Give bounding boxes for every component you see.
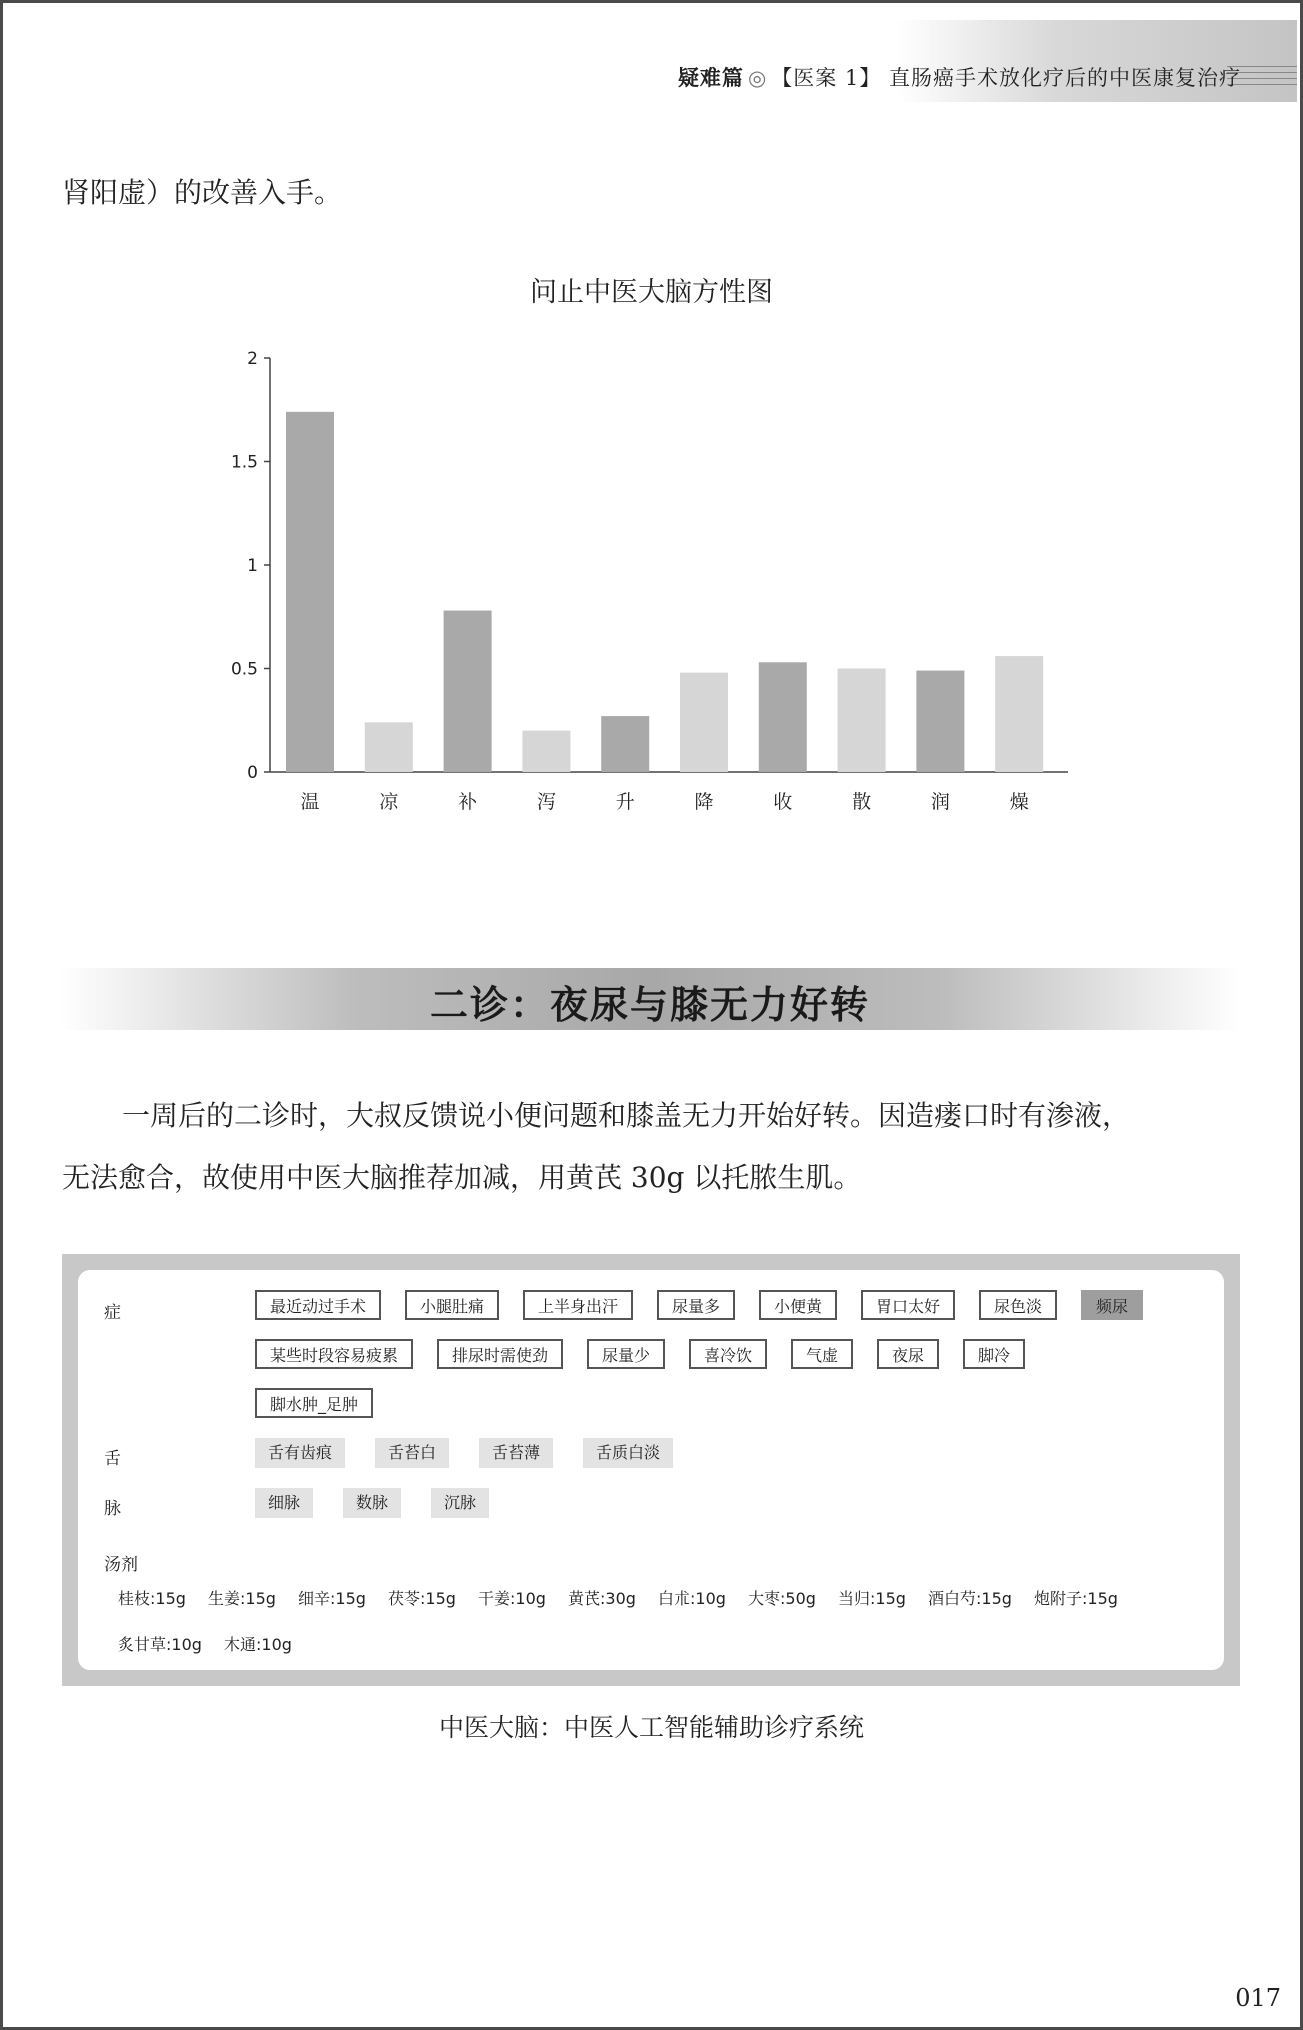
symptom-tag[interactable]: 夜尿 (877, 1339, 939, 1369)
header-symbol: ◎ (747, 66, 768, 90)
symptom-tag[interactable]: 尿量少 (587, 1339, 665, 1369)
herb-item: 茯苓:15g (388, 1589, 456, 1608)
herb-item: 细辛:15g (298, 1589, 366, 1608)
header-case: 【医案 1】 (771, 66, 882, 90)
x-tick-label: 燥 (1009, 791, 1029, 813)
x-tick-label: 凉 (379, 791, 399, 813)
header-title: 直肠癌手术放化疗后的中医康复治疗 (889, 66, 1241, 90)
symptom-tag[interactable]: 气虚 (791, 1339, 853, 1369)
chart-title: 问止中医大脑方性图 (530, 277, 773, 308)
bar-9 (916, 671, 964, 772)
paragraph-2: 无法愈合，故使用中医大脑推荐加减，用黄芪 30g 以托脓生肌。 (62, 1161, 862, 1194)
intro-text: 肾阳虚）的改善入手。 (62, 176, 343, 209)
x-tick-label: 润 (930, 791, 950, 813)
symptom-tag[interactable]: 脚水肿_足肿 (255, 1388, 373, 1418)
section-title: 二诊：夜尿与膝无力好转 (429, 983, 870, 1027)
pulse-tag[interactable]: 细脉 (255, 1488, 313, 1518)
header-section: 疑难篇 (677, 66, 744, 90)
x-tick-label: 泻 (536, 791, 556, 813)
bar-4 (522, 731, 570, 772)
symptom-tag[interactable]: 尿色淡 (979, 1290, 1057, 1320)
symptom-tag[interactable]: 尿量多 (657, 1290, 735, 1320)
symptom-tag[interactable]: 上半身出汗 (523, 1290, 633, 1320)
bar-7 (759, 662, 807, 772)
herb-item: 木通:10g (224, 1635, 292, 1654)
y-tick-label: 0 (247, 763, 258, 783)
tongue-tag[interactable]: 舌苔白 (375, 1438, 449, 1468)
herb-item: 白朮:10g (658, 1589, 726, 1608)
formula-label: 汤剂 (104, 1555, 138, 1575)
symptom-label: 症 (104, 1303, 121, 1323)
symptom-tag[interactable]: 频尿 (1081, 1290, 1143, 1320)
herb-item: 桂枝:15g (118, 1589, 186, 1608)
bar-6 (680, 673, 728, 772)
paragraph-1: 一周后的二诊时，大叔反馈说小便问题和膝盖无力开始好转。因造瘘口时有渗液， (122, 1099, 1131, 1132)
diagnosis-panel-inner (78, 1270, 1224, 1670)
tongue-tag[interactable]: 舌苔薄 (479, 1438, 553, 1468)
symptom-tag[interactable]: 胃口太好 (861, 1290, 955, 1320)
herb-item: 酒白芍:15g (928, 1589, 1012, 1608)
x-tick-label: 降 (694, 791, 714, 813)
bar-2 (365, 722, 413, 772)
x-tick-label: 补 (458, 791, 478, 813)
symptom-tag[interactable]: 脚冷 (963, 1339, 1025, 1369)
bar-8 (838, 669, 886, 773)
symptom-tag[interactable]: 最近动过手术 (255, 1290, 381, 1320)
page-number: 017 (1235, 1984, 1281, 2012)
tongue-label: 舌 (104, 1449, 121, 1469)
herb-item: 炙甘草:10g (118, 1635, 202, 1654)
y-tick-label: 1.5 (230, 452, 258, 473)
bar-chart (200, 330, 1100, 830)
tongue-tag[interactable]: 舌有齿痕 (255, 1438, 345, 1468)
figure-caption: 中医大脑：中医人工智能辅助诊疗系统 (438, 1713, 864, 1742)
herb-item: 炮附子:15g (1034, 1589, 1118, 1608)
herb-item: 干姜:10g (478, 1589, 546, 1608)
pulse-tag[interactable]: 沉脉 (431, 1488, 489, 1518)
herb-item: 生姜:15g (208, 1589, 276, 1608)
bar-10 (995, 656, 1043, 772)
bar-5 (601, 716, 649, 772)
herb-item: 大枣:50g (748, 1589, 816, 1608)
running-header (0, 20, 1303, 102)
diagnosis-panel (62, 1254, 1240, 1686)
symptom-tag[interactable]: 某些时段容易疲累 (255, 1339, 413, 1369)
symptom-tag[interactable]: 小腿肚痛 (405, 1290, 499, 1320)
x-tick-label: 升 (615, 791, 635, 813)
x-tick-label: 温 (300, 791, 320, 813)
herb-item: 当归:15g (838, 1589, 906, 1608)
symptom-tag[interactable]: 小便黄 (759, 1290, 837, 1320)
bar-3 (444, 611, 492, 772)
symptom-tag[interactable]: 喜冷饮 (689, 1339, 767, 1369)
section-heading (60, 968, 1240, 1030)
bar-1 (286, 412, 334, 772)
pulse-label: 脉 (104, 1499, 121, 1519)
herb-item: 黄芪:30g (568, 1589, 636, 1608)
x-tick-label: 收 (773, 791, 793, 813)
x-tick-label: 散 (852, 791, 872, 813)
y-tick-label: 1 (247, 556, 258, 576)
symptom-tag[interactable]: 排尿时需使劲 (437, 1339, 563, 1369)
y-tick-label: 0.5 (230, 659, 258, 680)
header-text (678, 62, 1241, 92)
y-tick-label: 2 (247, 349, 258, 369)
pulse-tag[interactable]: 数脉 (343, 1488, 401, 1518)
tongue-tag[interactable]: 舌质白淡 (583, 1438, 673, 1468)
